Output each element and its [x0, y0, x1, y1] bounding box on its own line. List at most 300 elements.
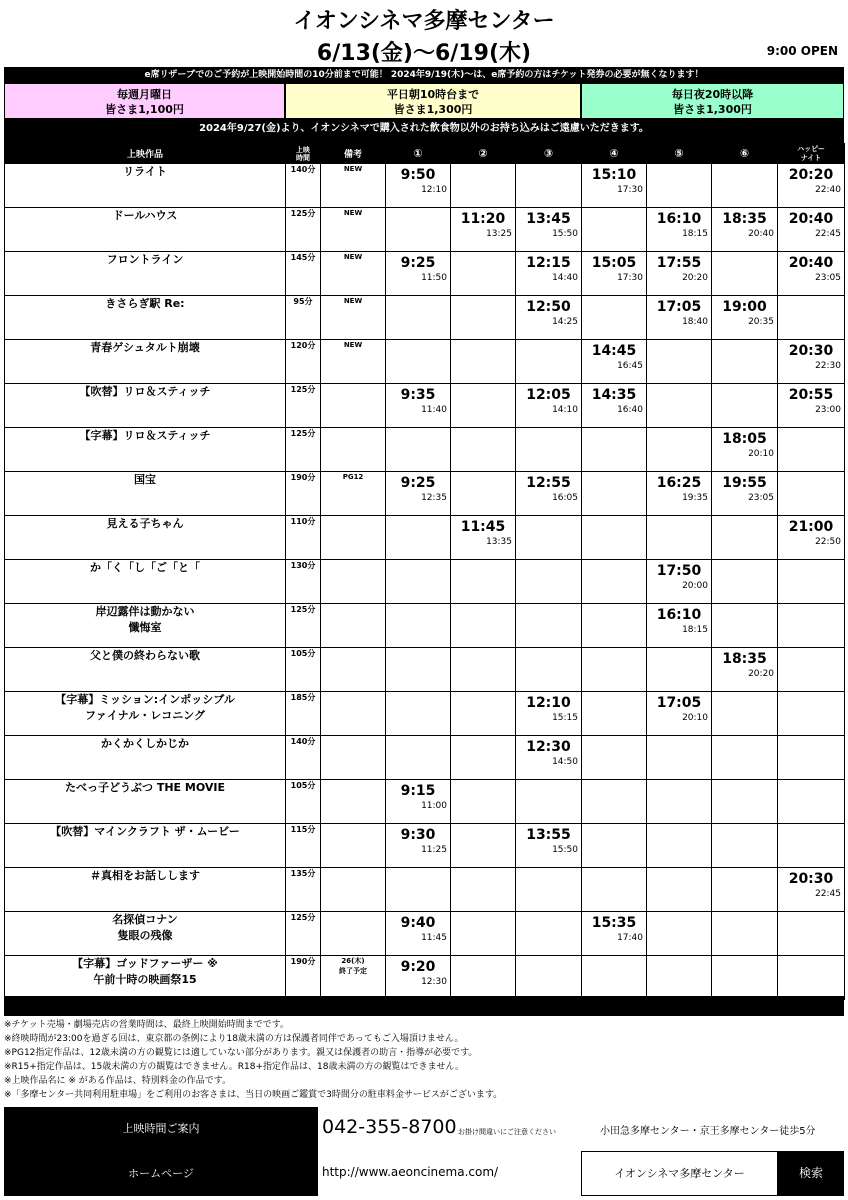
showtime-end: 11:45	[421, 933, 447, 943]
notes-list	[4, 1018, 844, 1102]
showtime-cell	[647, 648, 712, 692]
showtime-start: 12:10	[526, 695, 571, 711]
showtime-cell	[451, 296, 516, 340]
showtime-cell	[712, 780, 778, 824]
movie-title: かくかくしかじか	[5, 736, 286, 780]
showtime-cell[interactable]	[582, 340, 647, 384]
movie-title: か「く「し「ご「と「	[5, 560, 286, 604]
showtime-cell	[582, 296, 647, 340]
showtime-cell	[712, 604, 778, 648]
movie-note	[321, 692, 386, 736]
search-button[interactable]: 検索	[778, 1151, 844, 1196]
showtime-cell	[582, 868, 647, 912]
showtime-start: 21:00	[788, 519, 834, 535]
showtime-cell[interactable]	[516, 736, 582, 780]
showtime-cell[interactable]	[516, 296, 582, 340]
movie-title: 【字幕】リロ＆スティッチ	[5, 428, 286, 472]
showtime-cell	[647, 164, 712, 208]
showtime-end: 15:50	[552, 229, 578, 239]
price-night-amount: 皆さま1,300円	[673, 103, 752, 116]
movie-title: 青春ゲシュタルト崩壊	[5, 340, 286, 384]
showtime-cell	[451, 472, 516, 516]
header-screen-3: ③	[516, 144, 582, 164]
showtime-cell	[386, 516, 451, 560]
movie-note: NEW	[321, 296, 386, 340]
showtime-cell	[647, 340, 712, 384]
movie-note	[321, 648, 386, 692]
showtime-cell	[582, 956, 647, 1000]
showtime-end: 13:35	[486, 537, 512, 547]
showtime-start: 15:05	[591, 255, 637, 271]
showtime-start: 15:35	[591, 915, 637, 931]
movie-length: 140分	[286, 164, 321, 208]
table-row	[5, 648, 845, 692]
showtime-cell[interactable]	[778, 868, 845, 912]
showtime-cell[interactable]	[582, 384, 647, 428]
showtime-start: 9:35	[400, 387, 436, 403]
showtime-start: 16:25	[656, 475, 702, 491]
showtime-start: 18:05	[722, 431, 767, 447]
showtime-start: 9:50	[400, 167, 436, 183]
movie-note: NEW	[321, 164, 386, 208]
showtime-cell	[451, 736, 516, 780]
showtime-cell	[778, 780, 845, 824]
showtime-start: 20:40	[788, 255, 834, 271]
showtime-cell[interactable]	[712, 296, 778, 340]
movie-title: 【吹替】リロ＆スティッチ	[5, 384, 286, 428]
showtime-cell	[451, 604, 516, 648]
showtime-cell	[516, 956, 582, 1000]
showtime-cell[interactable]	[712, 472, 778, 516]
showtime-start: 17:05	[656, 299, 702, 315]
showtime-end: 20:10	[682, 713, 708, 723]
showtime-cell	[647, 780, 712, 824]
showtime-start: 20:30	[788, 871, 834, 887]
showtime-end: 23:00	[815, 405, 841, 415]
movie-length: 135分	[286, 868, 321, 912]
showtime-start: 16:10	[656, 211, 702, 227]
showtime-end: 11:00	[421, 801, 447, 811]
showtime-cell[interactable]	[647, 208, 712, 252]
showtime-end: 23:05	[815, 273, 841, 283]
showtime-cell	[778, 472, 845, 516]
showtime-cell[interactable]	[516, 384, 582, 428]
showtime-end: 20:00	[682, 581, 708, 591]
showtime-cell	[778, 428, 845, 472]
showtime-start: 14:45	[591, 343, 637, 359]
showtime-cell	[582, 824, 647, 868]
table-row	[5, 384, 845, 428]
showtime-cell	[451, 824, 516, 868]
showtime-cell	[582, 428, 647, 472]
showtime-cell	[582, 472, 647, 516]
header-note: 備考	[321, 144, 386, 164]
movie-note: NEW	[321, 252, 386, 296]
showtime-cell	[778, 692, 845, 736]
movie-note	[321, 736, 386, 780]
movie-length: 190分	[286, 472, 321, 516]
showtime-start: 17:50	[656, 563, 702, 579]
movie-note	[321, 780, 386, 824]
movie-note	[321, 824, 386, 868]
showtime-cell	[516, 780, 582, 824]
movie-note	[321, 912, 386, 956]
showtime-cell[interactable]	[647, 296, 712, 340]
showtime-end: 13:25	[486, 229, 512, 239]
theater-title: イオンシネマ多摩センター	[293, 9, 555, 34]
showtime-end: 19:35	[682, 493, 708, 503]
showtime-cell	[712, 384, 778, 428]
showtime-cell[interactable]	[386, 780, 451, 824]
showtime-cell	[451, 956, 516, 1000]
showtime-cell	[386, 736, 451, 780]
movie-title: 【字幕】ゴッドファーザー ※ 午前十時の映画祭15	[5, 956, 286, 1000]
showtime-start: 18:35	[722, 651, 767, 667]
table-row	[5, 824, 845, 868]
showtime-cell	[712, 824, 778, 868]
showtime-end: 22:30	[815, 361, 841, 371]
showtime-cell	[386, 648, 451, 692]
price-morning-amount: 皆さま1,300円	[393, 103, 473, 116]
showtime-end: 20:10	[748, 449, 774, 459]
showtime-cell	[712, 340, 778, 384]
showtime-cell	[451, 912, 516, 956]
showtime-cell[interactable]	[647, 692, 712, 736]
showtime-cell[interactable]	[582, 912, 647, 956]
showtime-cell	[647, 912, 712, 956]
showtime-cell[interactable]	[778, 208, 845, 252]
price-night	[581, 83, 844, 119]
movie-note	[321, 868, 386, 912]
reserve-notice-banner: e席リザーブでのご予約が上映開始時間の10分前まで可能！ 2024年9/19(木)～は、e席予約の方はチケット発券の必要が無くなります！	[4, 67, 844, 83]
showtime-cell[interactable]	[778, 384, 845, 428]
showtime-end: 15:50	[552, 845, 578, 855]
showtime-cell	[451, 340, 516, 384]
movie-note	[321, 384, 386, 428]
showtime-start: 20:40	[788, 211, 834, 227]
movie-title: 見える子ちゃん	[5, 516, 286, 560]
price-morning-time: 平日朝10時台まで	[386, 88, 480, 101]
showtime-cell	[712, 692, 778, 736]
table-row	[5, 340, 845, 384]
showtime-start: 9:40	[400, 915, 436, 931]
showtime-start: 11:45	[460, 519, 506, 535]
showtime-end: 17:40	[617, 933, 643, 943]
table-row	[5, 868, 845, 912]
showtime-start: 11:20	[460, 211, 506, 227]
header-screen-4: ④	[582, 144, 647, 164]
table-row	[5, 164, 845, 208]
price-night-time: 毎日夜20時以降	[671, 88, 754, 101]
showtime-cell	[712, 868, 778, 912]
showtime-end: 12:10	[421, 185, 447, 195]
movie-note	[321, 516, 386, 560]
showtime-cell	[386, 868, 451, 912]
showtime-end: 11:25	[421, 845, 447, 855]
showtime-cell	[451, 164, 516, 208]
showtime-cell	[778, 824, 845, 868]
showtime-start: 9:15	[400, 783, 436, 799]
showtime-start: 12:30	[526, 739, 571, 755]
showtime-cell	[712, 560, 778, 604]
showtime-cell[interactable]	[647, 604, 712, 648]
showtime-cell	[451, 692, 516, 736]
movie-title: 国宝	[5, 472, 286, 516]
table-row	[5, 692, 845, 736]
showtime-end: 20:35	[748, 317, 774, 327]
showtime-cell	[516, 516, 582, 560]
showtime-cell	[516, 164, 582, 208]
showtime-cell	[516, 648, 582, 692]
showtime-cell	[778, 912, 845, 956]
showtime-cell	[582, 604, 647, 648]
showtime-cell[interactable]	[451, 516, 516, 560]
movie-length: 110分	[286, 516, 321, 560]
header-screen-5: ⑤	[647, 144, 712, 164]
showtime-start: 20:55	[788, 387, 834, 403]
showtime-end: 22:45	[815, 889, 841, 899]
showtime-start: 19:00	[722, 299, 767, 315]
price-monday-amount: 皆さま1,100円	[105, 103, 184, 116]
showtime-cell	[582, 736, 647, 780]
showtime-cell[interactable]	[712, 648, 778, 692]
showtime-cell[interactable]	[778, 340, 845, 384]
showtime-cell	[386, 604, 451, 648]
showtime-end: 12:30	[421, 977, 447, 987]
movie-note: NEW	[321, 340, 386, 384]
showtime-start: 12:15	[526, 255, 571, 271]
showtime-start: 13:45	[526, 211, 571, 227]
showtime-end: 14:10	[552, 405, 578, 415]
movie-title: ドールハウス	[5, 208, 286, 252]
showtime-cell	[516, 428, 582, 472]
showtime-cell	[516, 340, 582, 384]
showtime-cell[interactable]	[386, 472, 451, 516]
table-row	[5, 472, 845, 516]
table-footer-band	[4, 996, 844, 1016]
open-time: 9:00 OPEN	[766, 44, 838, 58]
movie-length: 125分	[286, 384, 321, 428]
movie-length: 130分	[286, 560, 321, 604]
showtime-cell[interactable]	[647, 560, 712, 604]
showtime-end: 17:30	[617, 273, 643, 283]
showtime-cell	[712, 252, 778, 296]
showtime-end: 14:50	[552, 757, 578, 767]
movie-title: きさらぎ駅 Re:	[5, 296, 286, 340]
showtime-cell	[712, 164, 778, 208]
showtime-cell	[451, 384, 516, 428]
note-line: ※チケット売場・劇場売店の営業時間は、最終上映開始時間までです。	[4, 1020, 290, 1030]
showtime-start: 9:25	[400, 475, 436, 491]
showtime-end: 14:25	[552, 317, 578, 327]
showtime-cell	[582, 692, 647, 736]
table-row	[5, 604, 845, 648]
showtime-cell	[778, 560, 845, 604]
showtime-cell[interactable]	[451, 208, 516, 252]
movie-title: 父と僕の終わらない歌	[5, 648, 286, 692]
showtime-cell	[386, 692, 451, 736]
showtime-start: 15:10	[591, 167, 637, 183]
access-info: 小田急多摩センター・京王多摩センター徒歩5分	[600, 1126, 816, 1137]
showtime-cell	[582, 780, 647, 824]
showtime-start: 13:55	[526, 827, 571, 843]
showtime-cell[interactable]	[516, 824, 582, 868]
showtime-cell	[451, 560, 516, 604]
table-row	[5, 296, 845, 340]
movie-note: PG12	[321, 472, 386, 516]
showtime-cell	[386, 560, 451, 604]
showtime-cell	[712, 956, 778, 1000]
showtime-start: 12:55	[526, 475, 571, 491]
showtime-cell[interactable]	[582, 252, 647, 296]
movie-length: 125分	[286, 208, 321, 252]
phone-number[interactable]: 042-355-8700	[322, 1116, 457, 1138]
movie-length: 95分	[286, 296, 321, 340]
showtime-cell	[516, 868, 582, 912]
showtime-cell[interactable]	[386, 956, 451, 1000]
showtime-cell	[647, 824, 712, 868]
movie-title: 岸辺露伴は動かない 懺悔室	[5, 604, 286, 648]
showtime-end: 22:40	[815, 185, 841, 195]
showtime-end: 16:40	[617, 405, 643, 415]
showtime-start: 17:55	[656, 255, 702, 271]
showtime-end: 11:40	[421, 405, 447, 415]
movie-note	[321, 560, 386, 604]
movie-note: 26(木) 終了予定	[321, 956, 386, 1000]
movie-length: 120分	[286, 340, 321, 384]
showtime-cell	[778, 296, 845, 340]
showtime-cell	[451, 780, 516, 824]
showtime-end: 12:35	[421, 493, 447, 503]
showtime-cell	[582, 648, 647, 692]
showtime-cell	[516, 912, 582, 956]
showtime-cell	[778, 648, 845, 692]
showtime-start: 9:20	[400, 959, 436, 975]
showtime-start: 12:05	[526, 387, 571, 403]
showtime-cell[interactable]	[386, 252, 451, 296]
showtime-end: 11:50	[421, 273, 447, 283]
showtime-cell[interactable]	[516, 472, 582, 516]
showtime-cell	[516, 560, 582, 604]
table-row	[5, 428, 845, 472]
note-line: ※上映作品名に ※ がある作品は、特別料金の作品です。	[4, 1076, 232, 1086]
note-line: ※PG12指定作品は、12歳未満の方の観覧には適していない部分があります。親又は保護者の助言・指導が必要です。	[4, 1048, 478, 1058]
price-morning	[285, 83, 581, 119]
showtime-start: 16:10	[656, 607, 702, 623]
showtime-cell	[386, 428, 451, 472]
movie-note	[321, 428, 386, 472]
homepage-url[interactable]: http://www.aeoncinema.com/	[322, 1165, 499, 1179]
showtime-cell[interactable]	[778, 252, 845, 296]
showtime-cell	[647, 384, 712, 428]
showtime-cell	[647, 956, 712, 1000]
showtime-cell[interactable]	[712, 208, 778, 252]
table-header-row	[5, 144, 845, 164]
showtime-cell	[647, 736, 712, 780]
showtime-end: 20:40	[748, 229, 774, 239]
movie-note: NEW	[321, 208, 386, 252]
showtime-cell[interactable]	[386, 384, 451, 428]
movie-title: リライト	[5, 164, 286, 208]
price-monday-day: 毎週月曜日	[117, 88, 172, 101]
movie-length: 140分	[286, 736, 321, 780]
showtime-cell[interactable]	[516, 208, 582, 252]
showtime-end: 18:40	[682, 317, 708, 327]
search-box[interactable]: イオンシネマ多摩センター	[581, 1151, 778, 1196]
showtime-start: 18:35	[722, 211, 767, 227]
note-line: ※「多摩センター共同利用駐車場」をご利用のお客さまは、当日の映画ご鑑賞で3時間分の駐車料金サービスがございます。	[4, 1090, 503, 1100]
showtime-start: 20:30	[788, 343, 834, 359]
showtime-cell	[712, 516, 778, 560]
table-row	[5, 252, 845, 296]
showtime-cell	[778, 956, 845, 1000]
header-happy-night: ハッピー ナイト	[778, 144, 845, 164]
showtime-cell[interactable]	[516, 252, 582, 296]
showtime-end: 22:45	[815, 229, 841, 239]
showtime-cell	[582, 516, 647, 560]
table-row	[5, 516, 845, 560]
showtime-cell	[582, 560, 647, 604]
showtime-cell[interactable]	[386, 824, 451, 868]
showtime-cell	[451, 252, 516, 296]
showtime-cell[interactable]	[647, 252, 712, 296]
movie-title: 【吹替】マインクラフト ザ・ムービー	[5, 824, 286, 868]
table-row	[5, 780, 845, 824]
showtime-cell[interactable]	[778, 164, 845, 208]
showtime-cell[interactable]	[582, 164, 647, 208]
showtime-end: 15:15	[552, 713, 578, 723]
date-range: 6/13(金)～6/19(木)	[316, 41, 532, 66]
schedule-table	[4, 143, 845, 1000]
showtime-cell	[386, 296, 451, 340]
showtime-cell[interactable]	[386, 912, 451, 956]
movie-length: 125分	[286, 428, 321, 472]
showtime-info-label: 上映時間ご案内	[4, 1107, 318, 1151]
header-movie: 上映作品	[5, 144, 286, 164]
movie-length: 105分	[286, 648, 321, 692]
showtime-cell[interactable]	[778, 516, 845, 560]
movie-title: 名探偵コナン 隻眼の残像	[5, 912, 286, 956]
showtime-end: 17:30	[617, 185, 643, 195]
showtime-cell[interactable]	[386, 164, 451, 208]
showtime-start: 9:30	[400, 827, 436, 843]
showtime-cell	[451, 428, 516, 472]
table-row	[5, 736, 845, 780]
showtime-cell[interactable]	[516, 692, 582, 736]
note-line: ※R15+指定作品は、15歳未満の方の観覧はできません。R18+指定作品は、18歳未満の方の観覧はできません。	[4, 1062, 465, 1072]
movie-title: 【字幕】ミッション:インポッシブル ファイナル・レコニング	[5, 692, 286, 736]
showtime-cell	[647, 868, 712, 912]
showtime-cell	[647, 428, 712, 472]
showtime-end: 14:40	[552, 273, 578, 283]
table-row	[5, 560, 845, 604]
table-row	[5, 912, 845, 956]
showtime-cell[interactable]	[647, 472, 712, 516]
showtime-start: 20:20	[788, 167, 834, 183]
movie-title: たべっ子どうぶつ THE MOVIE	[5, 780, 286, 824]
showtime-start: 12:50	[526, 299, 571, 315]
showtime-cell	[451, 648, 516, 692]
header-length: 上映 時間	[286, 144, 321, 164]
table-row	[5, 208, 845, 252]
showtime-cell[interactable]	[712, 428, 778, 472]
showtime-end: 16:45	[617, 361, 643, 371]
showtime-end: 18:15	[682, 229, 708, 239]
phone-note: お掛け間違いにご注意ください	[458, 1128, 556, 1136]
movie-length: 185分	[286, 692, 321, 736]
showtime-cell	[386, 340, 451, 384]
showtime-cell	[451, 868, 516, 912]
